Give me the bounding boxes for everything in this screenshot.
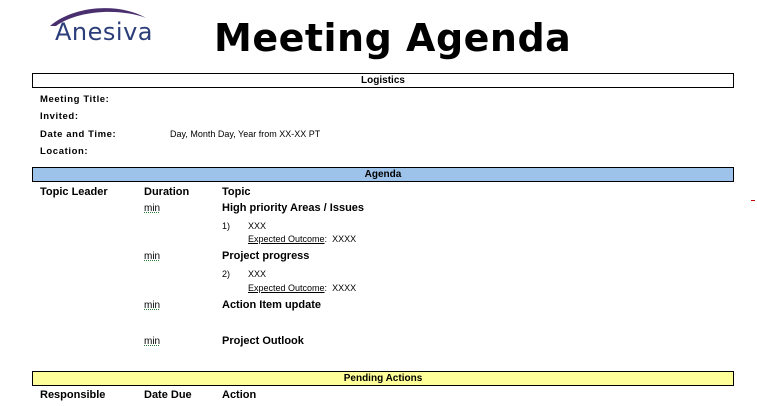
column-action: Action	[222, 389, 257, 401]
expected-outcome-label: Expected Outcome	[248, 283, 325, 293]
agenda-item-outcome: Expected Outcome: XXXX	[248, 283, 357, 293]
agenda-item-topic: Action Item update	[222, 299, 322, 311]
agenda-item-duration: min	[144, 203, 161, 214]
agenda-item-topic: High priority Areas / Issues	[222, 202, 365, 214]
agenda-item-topic: Project Outlook	[222, 335, 304, 347]
date-time-value: Day, Month Day, Year from XX-XX PT	[170, 129, 321, 139]
meeting-title-label: Meeting Title:	[40, 94, 110, 105]
location-label: Location:	[40, 146, 89, 157]
agenda-item-subtext: XXX	[248, 269, 267, 279]
company-logo: Anesiva	[55, 18, 153, 46]
pending-actions-heading: Pending Actions	[32, 371, 734, 386]
column-topic-leader: Topic Leader	[40, 186, 108, 198]
expected-outcome-value: XXXX	[332, 283, 357, 293]
expected-outcome-value: XXXX	[332, 234, 357, 244]
edge-mark	[751, 200, 755, 201]
agenda-heading: Agenda	[32, 167, 734, 182]
agenda-item-subnumber: 2)	[222, 269, 231, 279]
date-time-label: Date and Time:	[40, 129, 117, 140]
agenda-item-subtext: XXX	[248, 221, 267, 231]
column-topic: Topic	[222, 186, 251, 198]
agenda-item-subnumber: 1)	[222, 221, 231, 231]
column-duration: Duration	[144, 186, 190, 198]
expected-outcome-label: Expected Outcome	[248, 234, 325, 244]
agenda-item-duration: min	[144, 336, 161, 347]
column-date-due: Date Due	[144, 389, 192, 401]
logistics-heading: Logistics	[32, 73, 734, 88]
invited-label: Invited:	[40, 111, 79, 122]
page-title: Meeting Agenda	[214, 16, 572, 60]
column-responsible: Responsible	[40, 389, 106, 401]
agenda-item-duration: min	[144, 251, 161, 262]
agenda-item-duration: min	[144, 300, 161, 311]
agenda-item-outcome: Expected Outcome: XXXX	[248, 234, 357, 244]
agenda-item-topic: Project progress	[222, 250, 310, 262]
